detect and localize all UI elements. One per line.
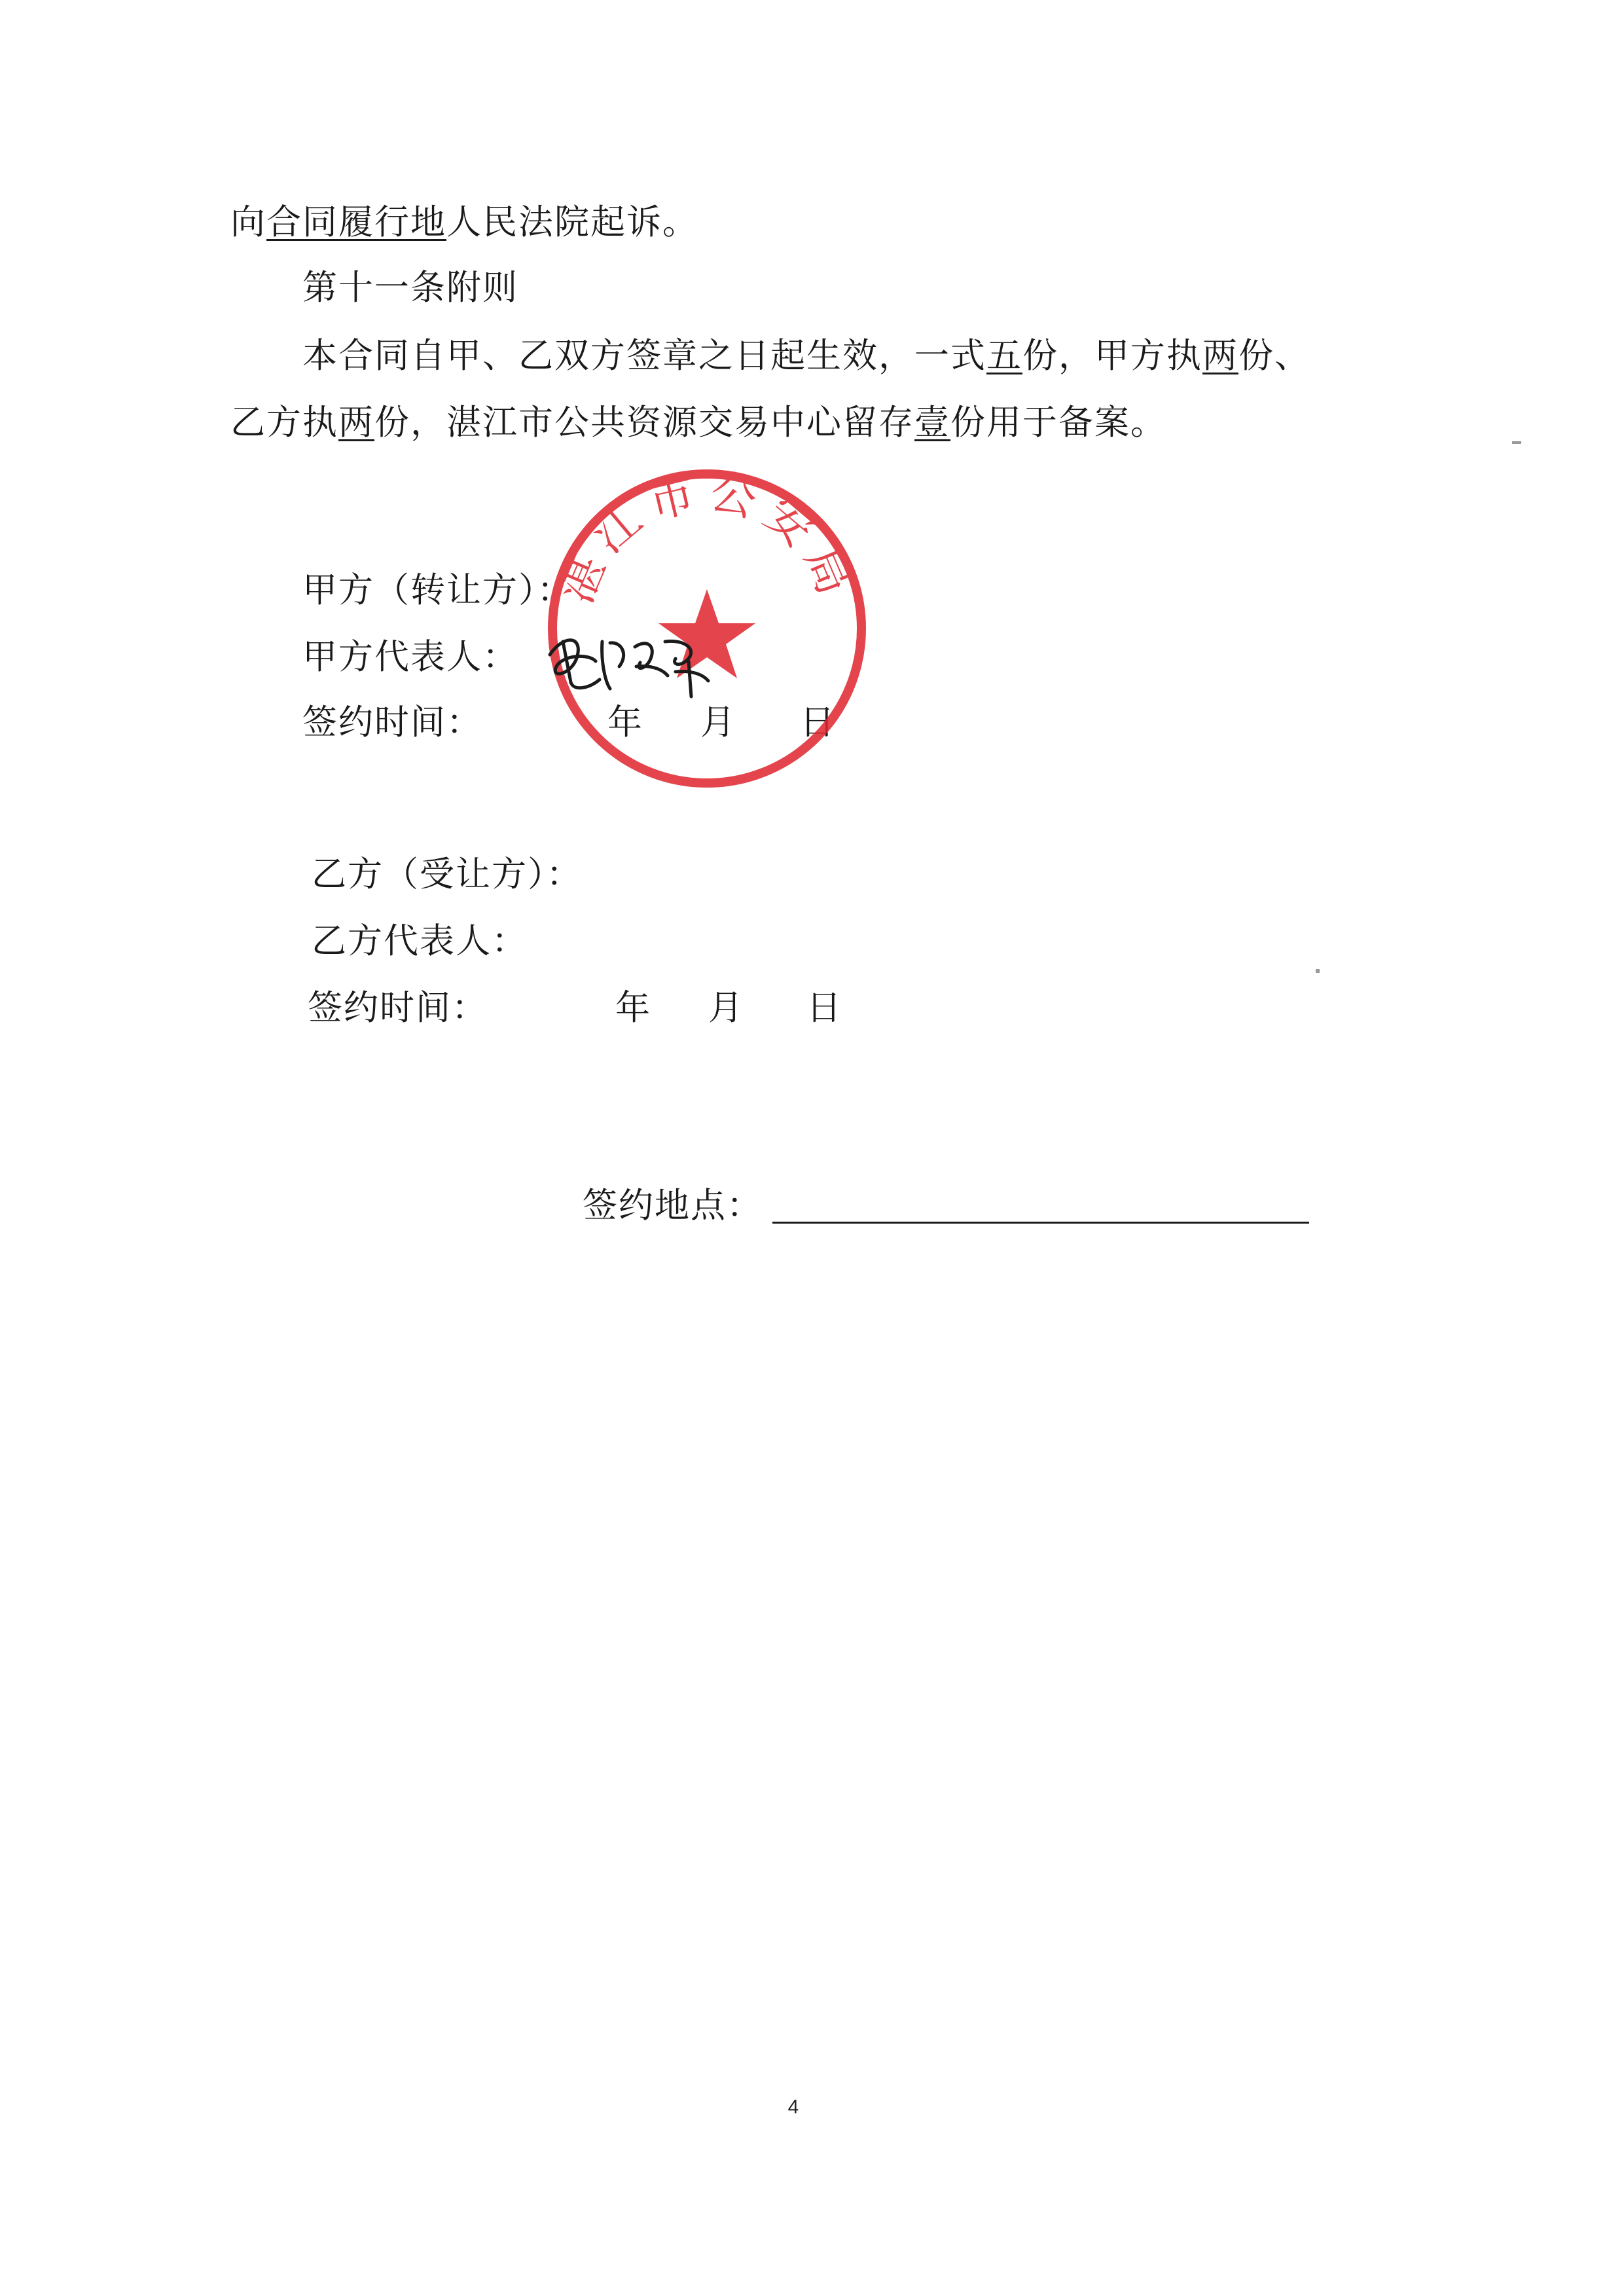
copies-total: 五	[986, 336, 1022, 376]
seal-text: 湛江市公安局	[549, 464, 865, 611]
party-a-label: 甲方（转让方）：	[302, 570, 573, 610]
party-b-day: 日	[806, 988, 842, 1028]
copies-archive: 壹	[914, 403, 950, 443]
location-blank-line	[772, 1222, 1309, 1224]
svg-text:湛江市公安局	[549, 465, 865, 611]
effect-text-a: 本合同自甲、乙双方签章之日起生效，一式	[302, 336, 986, 376]
scan-speck	[1316, 969, 1320, 973]
court-prefix: 向	[230, 202, 266, 242]
party-a-year: 年	[607, 702, 643, 742]
article-heading: 第十一条附则	[302, 268, 518, 308]
party-b-rep-label: 乙方代表人：	[312, 921, 528, 961]
court-suffix: 人民法院起诉。	[446, 202, 698, 242]
copies-party-b: 两	[338, 403, 374, 443]
effect-clause-line-1	[302, 333, 1310, 380]
location-label: 签约地点：	[583, 1186, 763, 1226]
scan-speck	[1512, 441, 1521, 444]
effect-text-b: 份，甲方执	[1022, 336, 1202, 376]
party-b-label: 乙方（受让方）：	[312, 854, 583, 894]
court-place-underlined: 合同履行地	[266, 202, 446, 242]
party-b-date-label: 签约时间：	[308, 988, 488, 1028]
effect-text-c: 份、	[1238, 336, 1310, 376]
copies-party-a: 两	[1202, 336, 1238, 376]
party-a-day: 日	[800, 702, 836, 742]
party-a-month: 月	[700, 702, 736, 742]
party-b-year: 年	[615, 988, 651, 1028]
party-a-rep-label: 甲方代表人：	[302, 637, 518, 677]
handwritten-signature-icon	[537, 615, 720, 707]
party-a-date-label: 签约时间：	[302, 702, 482, 742]
effect-text-f: 份用于备案。	[950, 403, 1166, 443]
effect-text-e: 份，湛江市公共资源交易中心留存	[374, 403, 914, 443]
effect-text-d: 乙方执	[230, 403, 338, 443]
page-number: 4	[787, 2096, 799, 2118]
party-b-month: 月	[708, 988, 744, 1028]
clause-line-court	[230, 199, 698, 246]
effect-clause-line-2	[230, 399, 1166, 446]
